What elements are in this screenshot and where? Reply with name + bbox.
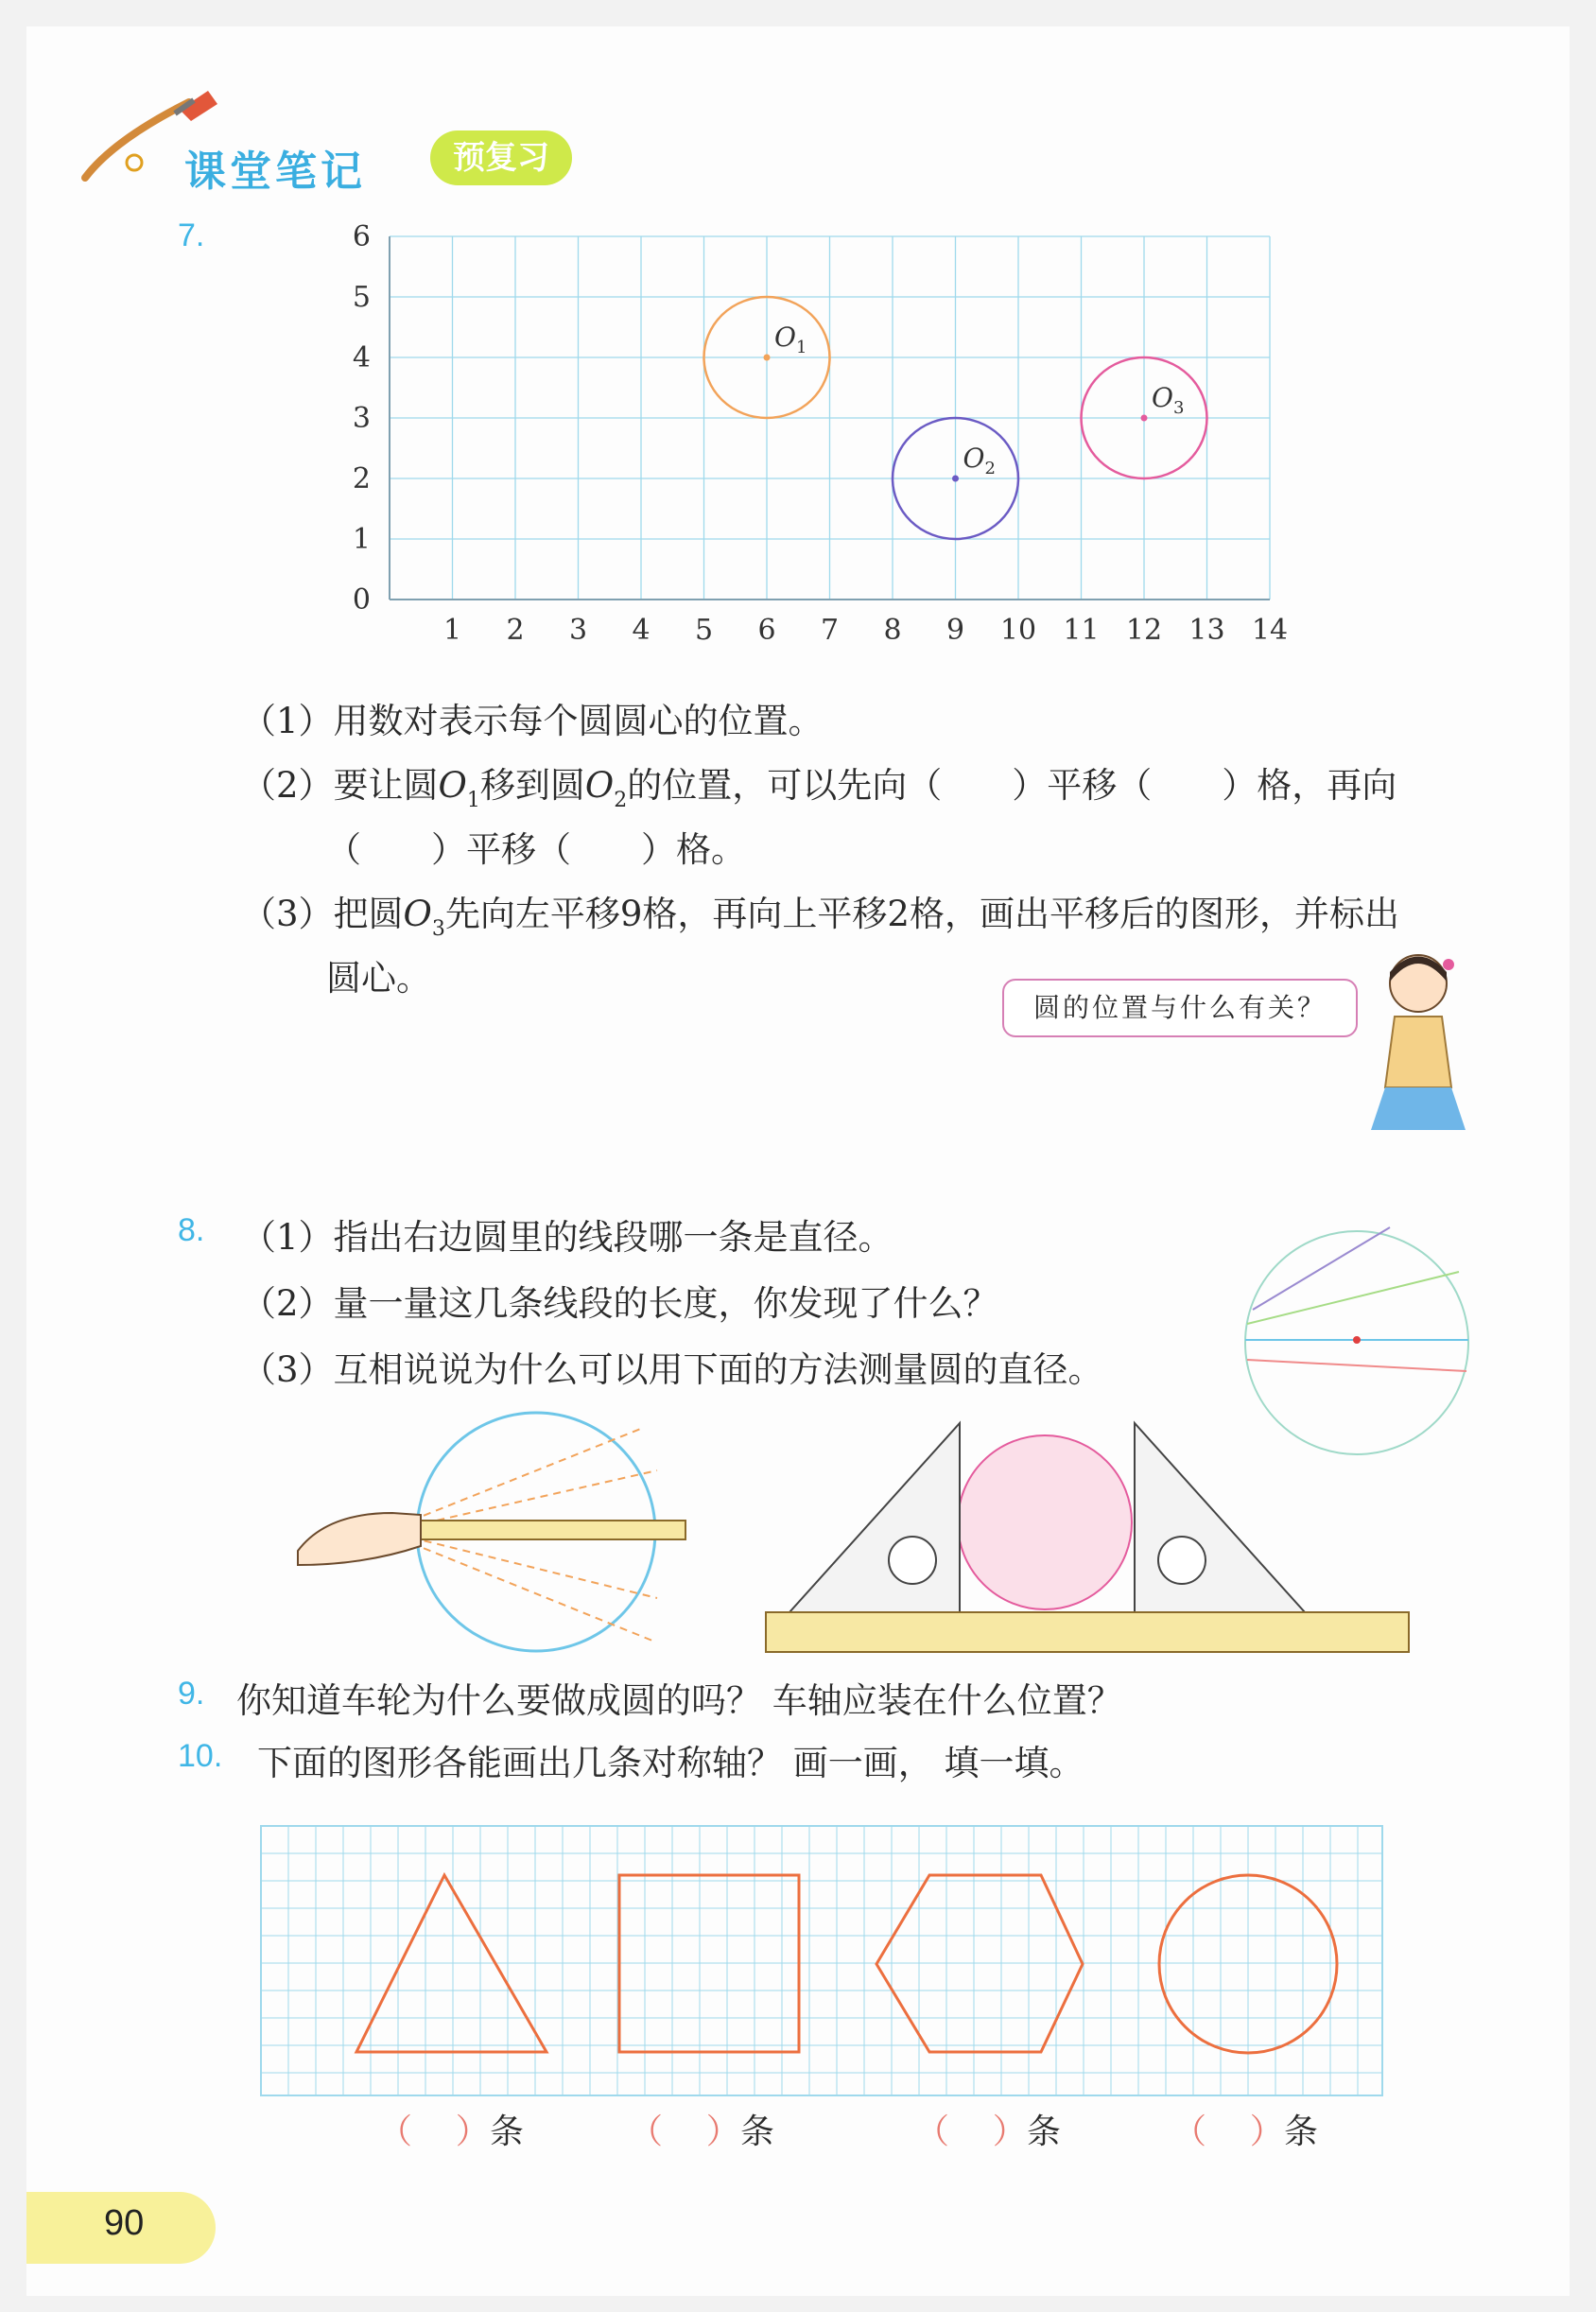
- q7-part2: （2）要让圆$O_1$移到圆$O_2$的位置，可以先向（ ）平移（ ）格，再向: [241, 765, 1397, 812]
- header-badge: 预复习: [430, 130, 572, 185]
- x-tick-label: 7: [820, 614, 840, 647]
- x-tick-label: 3: [568, 614, 588, 647]
- y-tick-label: 1: [352, 523, 371, 556]
- circle-center-label: $O_2$: [963, 443, 996, 478]
- x-tick-label: 5: [694, 614, 714, 647]
- q7-part3: （3）把圆$O_3$先向左平移9格，再向上平移2格，画出平移后的图形，并标出: [241, 894, 1399, 941]
- y-tick-label: 6: [352, 220, 371, 253]
- question-10-number: 10.: [178, 1738, 223, 1774]
- triangle-ruler-method: [761, 1418, 1414, 1655]
- coordinate-grid: [340, 217, 1380, 652]
- y-tick-label: 2: [352, 462, 371, 495]
- grid-border: [261, 1826, 1382, 2095]
- circle-center-dot: [1141, 415, 1148, 422]
- x-tick-label: 6: [757, 614, 776, 647]
- q8-part3: （3）互相说说为什么可以用下面的方法测量圆的直径。: [241, 1349, 1103, 1390]
- y-tick-label: 4: [352, 341, 371, 374]
- q8-part1: （1）指出右边圆里的线段哪一条是直径。: [241, 1217, 893, 1258]
- x-tick-label: 14: [1251, 614, 1289, 647]
- x-tick-label: 1: [442, 614, 462, 647]
- blank-1[interactable]: （ ）条: [378, 2112, 524, 2151]
- q7-part3-line2: 圆心。: [326, 958, 431, 999]
- y-tick-label: 5: [352, 281, 371, 314]
- question-8-number: 8.: [178, 1212, 205, 1248]
- q8-part2: （2）量一量这几条线段的长度，你发现了什么？: [241, 1283, 998, 1324]
- ruler-rotation-method: [288, 1409, 704, 1655]
- y-tick-label: 3: [352, 402, 371, 435]
- blank-3[interactable]: （ ）条: [915, 2112, 1061, 2151]
- speech-bubble: 圆的位置与什么有关？: [1002, 979, 1358, 1037]
- header-title: 课堂笔记: [184, 148, 366, 196]
- q9-text: 你知道车轮为什么要做成圆的吗？ 车轴应装在什么位置？: [236, 1680, 1122, 1721]
- x-tick-label: 9: [945, 614, 965, 647]
- blank-2[interactable]: （ ）条: [629, 2112, 774, 2151]
- page-number: 90: [104, 2203, 145, 2243]
- circle-center-dot: [952, 476, 959, 482]
- x-tick-label: 2: [506, 614, 525, 647]
- question-9-number: 9.: [178, 1676, 205, 1712]
- blank-4[interactable]: （ ）条: [1172, 2112, 1318, 2151]
- symmetry-grid: [260, 1825, 1385, 2099]
- x-tick-label: 4: [632, 614, 651, 647]
- q7-part2-line2: （ ）平移（ ）格。: [326, 829, 746, 870]
- x-tick-label: 11: [1063, 614, 1100, 647]
- girl-illustration: [1362, 946, 1475, 1135]
- circle-center-dot: [764, 355, 771, 361]
- x-tick-label: 8: [883, 614, 902, 647]
- circle-center-label: $O_1$: [774, 322, 807, 357]
- q10-text: 下面的图形各能画出几条对称轴？ 画一画， 填一填。: [257, 1743, 1084, 1783]
- x-tick-label: 10: [999, 614, 1037, 647]
- x-tick-label: 13: [1188, 614, 1225, 647]
- q7-part1: （1）用数对表示每个圆圆心的位置。: [241, 701, 824, 741]
- y-tick-label: 0: [352, 583, 371, 617]
- circle-center-label: $O_3$: [1152, 382, 1185, 418]
- x-tick-label: 12: [1125, 614, 1163, 647]
- question-7-number: 7.: [178, 217, 205, 253]
